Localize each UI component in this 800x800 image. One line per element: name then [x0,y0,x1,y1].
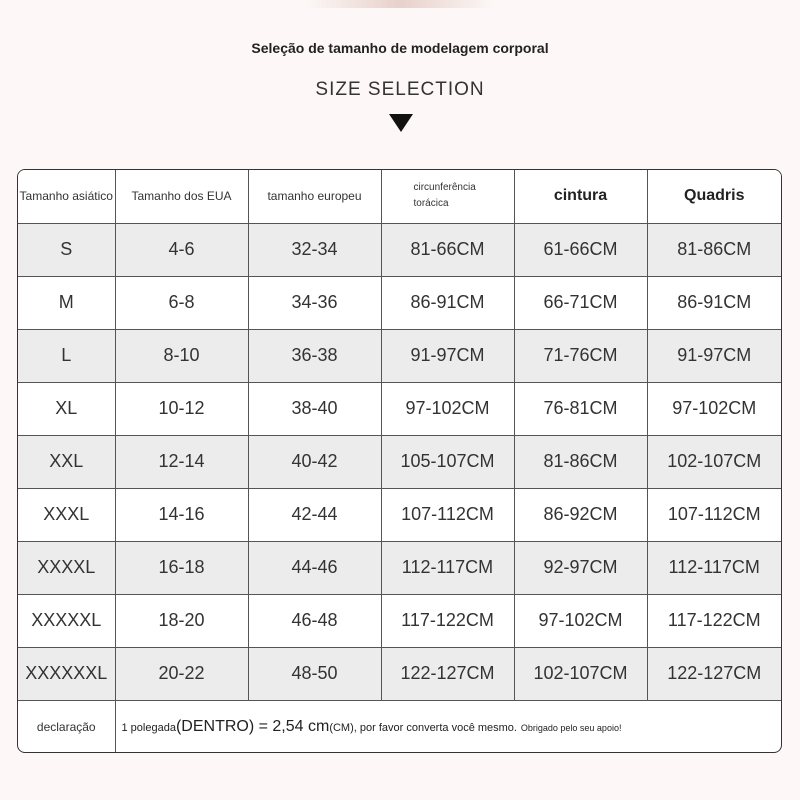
page-subtitle: Seleção de tamanho de modelagem corporal [251,40,549,56]
cell-hips: 102-107CM [647,435,781,488]
cell-hips: 97-102CM [647,382,781,435]
cell-hips: 122-127CM [647,647,781,700]
cell-eu-size: 44-46 [248,541,381,594]
declaration-part-conversion: (DENTRO) = 2,54 cm [175,717,330,735]
declaration-row [18,700,781,753]
cell-chest: 117-122CM [381,594,514,647]
cell-chest: 81-66CM [381,223,514,276]
top-decoration [0,0,800,8]
cell-us-size: 14-16 [115,488,248,541]
cell-eu-size: 48-50 [248,647,381,700]
column-header-chest-line2: torácica [413,198,449,210]
declaration-part-cm: (CM) [329,721,354,734]
cell-eu-size: 34-36 [248,276,381,329]
cell-asian-size: XXL [18,435,115,488]
cell-asian-size: XXXL [18,488,115,541]
cell-waist: 71-76CM [514,329,647,382]
cell-waist: 61-66CM [514,223,647,276]
cell-waist: 76-81CM [514,382,647,435]
column-header-chest-line1: circunferência [413,182,476,194]
table-row [18,541,781,594]
cell-us-size: 6-8 [115,276,248,329]
declaration-part-inch: 1 polegada [121,721,176,734]
cell-eu-size: 40-42 [248,435,381,488]
cell-chest: 91-97CM [381,329,514,382]
table-header-row [18,170,781,223]
declaration-text [115,700,781,753]
cell-us-size: 18-20 [115,594,248,647]
cell-waist: 97-102CM [514,594,647,647]
cell-eu-size: 38-40 [248,382,381,435]
cell-us-size: 4-6 [115,223,248,276]
cell-asian-size: XXXXXXL [18,647,115,700]
cell-hips: 86-91CM [647,276,781,329]
cell-hips: 107-112CM [647,488,781,541]
cell-us-size: 20-22 [115,647,248,700]
declaration-part-thanks: Obrigado pelo seu apoio! [520,722,622,733]
cell-hips: 117-122CM [647,594,781,647]
table-row [18,594,781,647]
table-row [18,276,781,329]
cell-asian-size: M [18,276,115,329]
cell-us-size: 10-12 [115,382,248,435]
table-row [18,329,781,382]
cell-eu-size: 32-34 [248,223,381,276]
column-header-us-size: Tamanho dos EUA [115,170,248,223]
cell-asian-size: XXXXL [18,541,115,594]
cell-waist: 86-92CM [514,488,647,541]
cell-eu-size: 36-38 [248,329,381,382]
cell-us-size: 16-18 [115,541,248,594]
column-header-chest [381,170,514,223]
cell-chest: 107-112CM [381,488,514,541]
cell-chest: 112-117CM [381,541,514,594]
table-row [18,647,781,700]
size-table-card [17,169,782,753]
declaration-part-note: , por favor converta você mesmo. [353,721,517,734]
cell-eu-size: 46-48 [248,594,381,647]
size-table [18,170,781,753]
table-row [18,382,781,435]
table-row [18,435,781,488]
cell-asian-size: L [18,329,115,382]
cell-waist: 102-107CM [514,647,647,700]
cell-chest: 86-91CM [381,276,514,329]
cell-waist: 81-86CM [514,435,647,488]
cell-chest: 97-102CM [381,382,514,435]
table-row [18,488,781,541]
column-header-asian-size: Tamanho asiático [18,170,115,223]
table-row [18,223,781,276]
cell-us-size: 12-14 [115,435,248,488]
cell-asian-size: XXXXXL [18,594,115,647]
cell-hips: 112-117CM [647,541,781,594]
cell-hips: 91-97CM [647,329,781,382]
column-header-hips: Quadris [647,170,781,223]
page-title: SIZE SELECTION [315,79,485,100]
cell-chest: 122-127CM [381,647,514,700]
cell-eu-size: 42-44 [248,488,381,541]
down-triangle-icon [389,114,413,132]
cell-waist: 66-71CM [514,276,647,329]
declaration-label: declaração [18,700,115,753]
column-header-eu-size: tamanho europeu [248,170,381,223]
cell-asian-size: XL [18,382,115,435]
cell-asian-size: S [18,223,115,276]
cell-hips: 81-86CM [647,223,781,276]
cell-chest: 105-107CM [381,435,514,488]
column-header-waist: cintura [514,170,647,223]
cell-waist: 92-97CM [514,541,647,594]
cell-us-size: 8-10 [115,329,248,382]
